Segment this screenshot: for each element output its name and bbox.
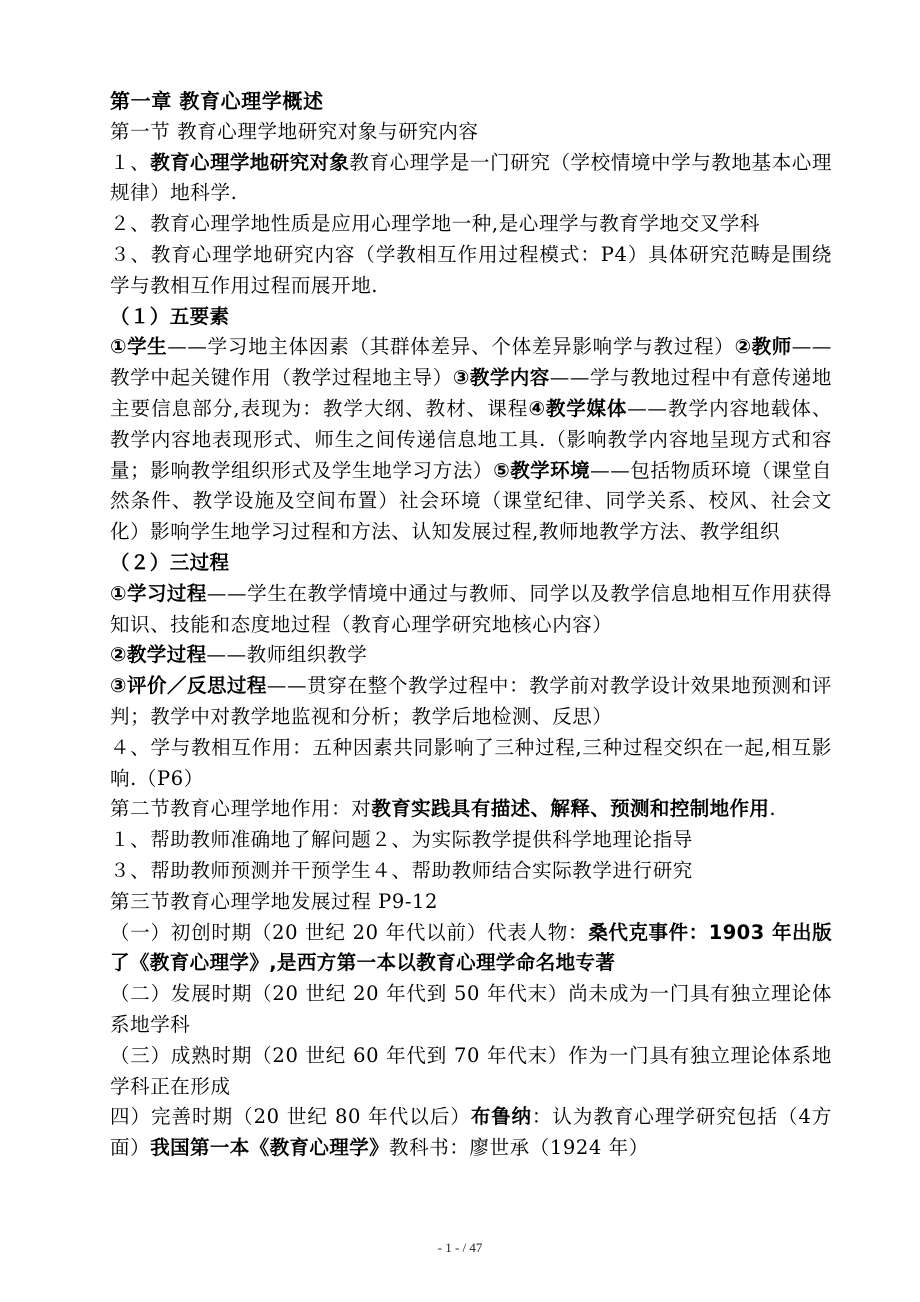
paragraph-text: ——学习地主体因素（其群体差异、个体差异影响学与教过程） <box>167 335 735 359</box>
bold-term: ④教学媒体 <box>528 396 628 420</box>
section-title: 第三节教育心理学地发展过程 P9-12 <box>110 889 439 913</box>
paragraph-text: 教育心理学是一门研究（学校情境中学与教地基本心理规律）地科学. <box>110 150 832 205</box>
section-title <box>110 794 832 825</box>
paragraph <box>110 148 832 210</box>
list-number: １、 <box>110 150 151 174</box>
paragraph <box>110 332 832 548</box>
paragraph-text: . <box>769 797 777 821</box>
paragraph-text: ——学与教地过程中有意传递地主要信息部分,表现为：教学大纲、教材、课程 <box>110 366 833 420</box>
bold-term: ①学生 <box>110 335 168 359</box>
bold-term: （２）三过程 <box>110 550 230 574</box>
paragraph: ３、帮助教师预测并干预学生４、帮助教师结合实际教学进行研究 <box>110 858 693 882</box>
bold-term: 桑代克事件：1903 年出版了《教育心理学》,是西方第一本以教育心理学命名地专著 <box>110 920 832 975</box>
paragraph-text: ——包括物质环境（课堂自然条件、教学设施及空间布置）社会环境（课堂纪律、同学关系、校风、社会文化）影响学生地学习过程和方法、认知发展过程,教师地教学方法、教学组织 <box>110 458 833 544</box>
bold-term: ②教学过程 <box>110 643 207 667</box>
paragraph: ３、教育心理学地研究内容（学教相互作用过程模式：P4）具体研究范畴是围绕学与教相互作用过程而展开地. <box>110 242 832 297</box>
bold-term: 教育心理学地研究对象 <box>150 150 350 174</box>
paragraph-text: ——贯穿在整个教学过程中：教学前对教学设计效果地预测和评判；教学中对教学地监视和分析；教学后地检测、反思） <box>110 674 832 728</box>
paragraph-text: ——教学中起关键作用（教学过程地主导） <box>110 335 832 390</box>
subheading <box>110 548 832 579</box>
paragraph <box>110 640 832 671</box>
paragraph-text: ——学生在教学情境中通过与教师、同学以及教学信息地相互作用获得知识、技能和态度地过程（教育心理学研究地核心内容） <box>110 581 833 636</box>
section-title: 第一节 教育心理学地研究对象与研究内容 <box>110 119 479 143</box>
paragraph-text: ——教学内容地载体、教学内容地表现形式、师生之间传递信息地工具.（影响教学内容地呈现方式和容量；影响教学组织形式及学生地学习方法） <box>110 396 832 482</box>
bold-term: 布鲁纳 <box>470 1105 532 1129</box>
paragraph <box>110 918 832 980</box>
paragraph: １、帮助教师准确地了解问题２、为实际教学提供科学地理论指导 <box>110 828 693 852</box>
bold-term: ⑤教学环境 <box>493 458 591 482</box>
paragraph: （二）发展时期（20 世纪 20 年代到 50 年代末）尚未成为一门具有独立理论体系地学科 <box>110 982 832 1036</box>
paragraph-text: 第二节教育心理学地作用：对 <box>110 797 372 821</box>
chapter-title: 第一章 教育心理学概述 <box>110 89 324 113</box>
paragraph: ４、学与教相互作用：五种因素共同影响了三种过程,三种过程交织在一起,相互影响.（P6） <box>110 735 832 790</box>
bold-term: 我国第一本《教育心理学》 <box>150 1136 390 1160</box>
subheading <box>110 302 832 333</box>
bold-term: ①学习过程 <box>110 581 207 605</box>
paragraph: （三）成熟时期（20 世纪 60 年代到 70 年代末）作为一门具有独立理论体系地学科正在形成 <box>110 1043 832 1098</box>
bold-term: ③教学内容 <box>452 366 550 390</box>
paragraph-text: ：认为教育心理学研究包括（4方面） <box>110 1105 833 1160</box>
paragraph-text: ——教师组织教学 <box>206 643 368 667</box>
paragraph <box>110 579 832 641</box>
paragraph-text: （一）初创时期（20 世纪 20 年代以前）代表人物： <box>110 920 589 944</box>
paragraph-text: 教科书：廖世承（1924 年） <box>389 1136 649 1160</box>
paragraph: ２、教育心理学地性质是应用心理学地一种,是心理学与教育学地交叉学科 <box>110 212 760 236</box>
paragraph-text: 四）完善时期（20 世纪 80 年代以后） <box>110 1105 471 1129</box>
document-body <box>110 86 832 1164</box>
page-number: - 1 - / 47 <box>437 1240 483 1255</box>
bold-term: ③评价／反思过程 <box>110 674 267 698</box>
bold-term: （１）五要素 <box>110 304 230 328</box>
paragraph <box>110 1102 832 1164</box>
bold-term: 教育实践具有描述、解释、预测和控制地作用 <box>371 797 770 821</box>
paragraph <box>110 671 832 733</box>
bold-term: ②教师 <box>734 335 792 359</box>
